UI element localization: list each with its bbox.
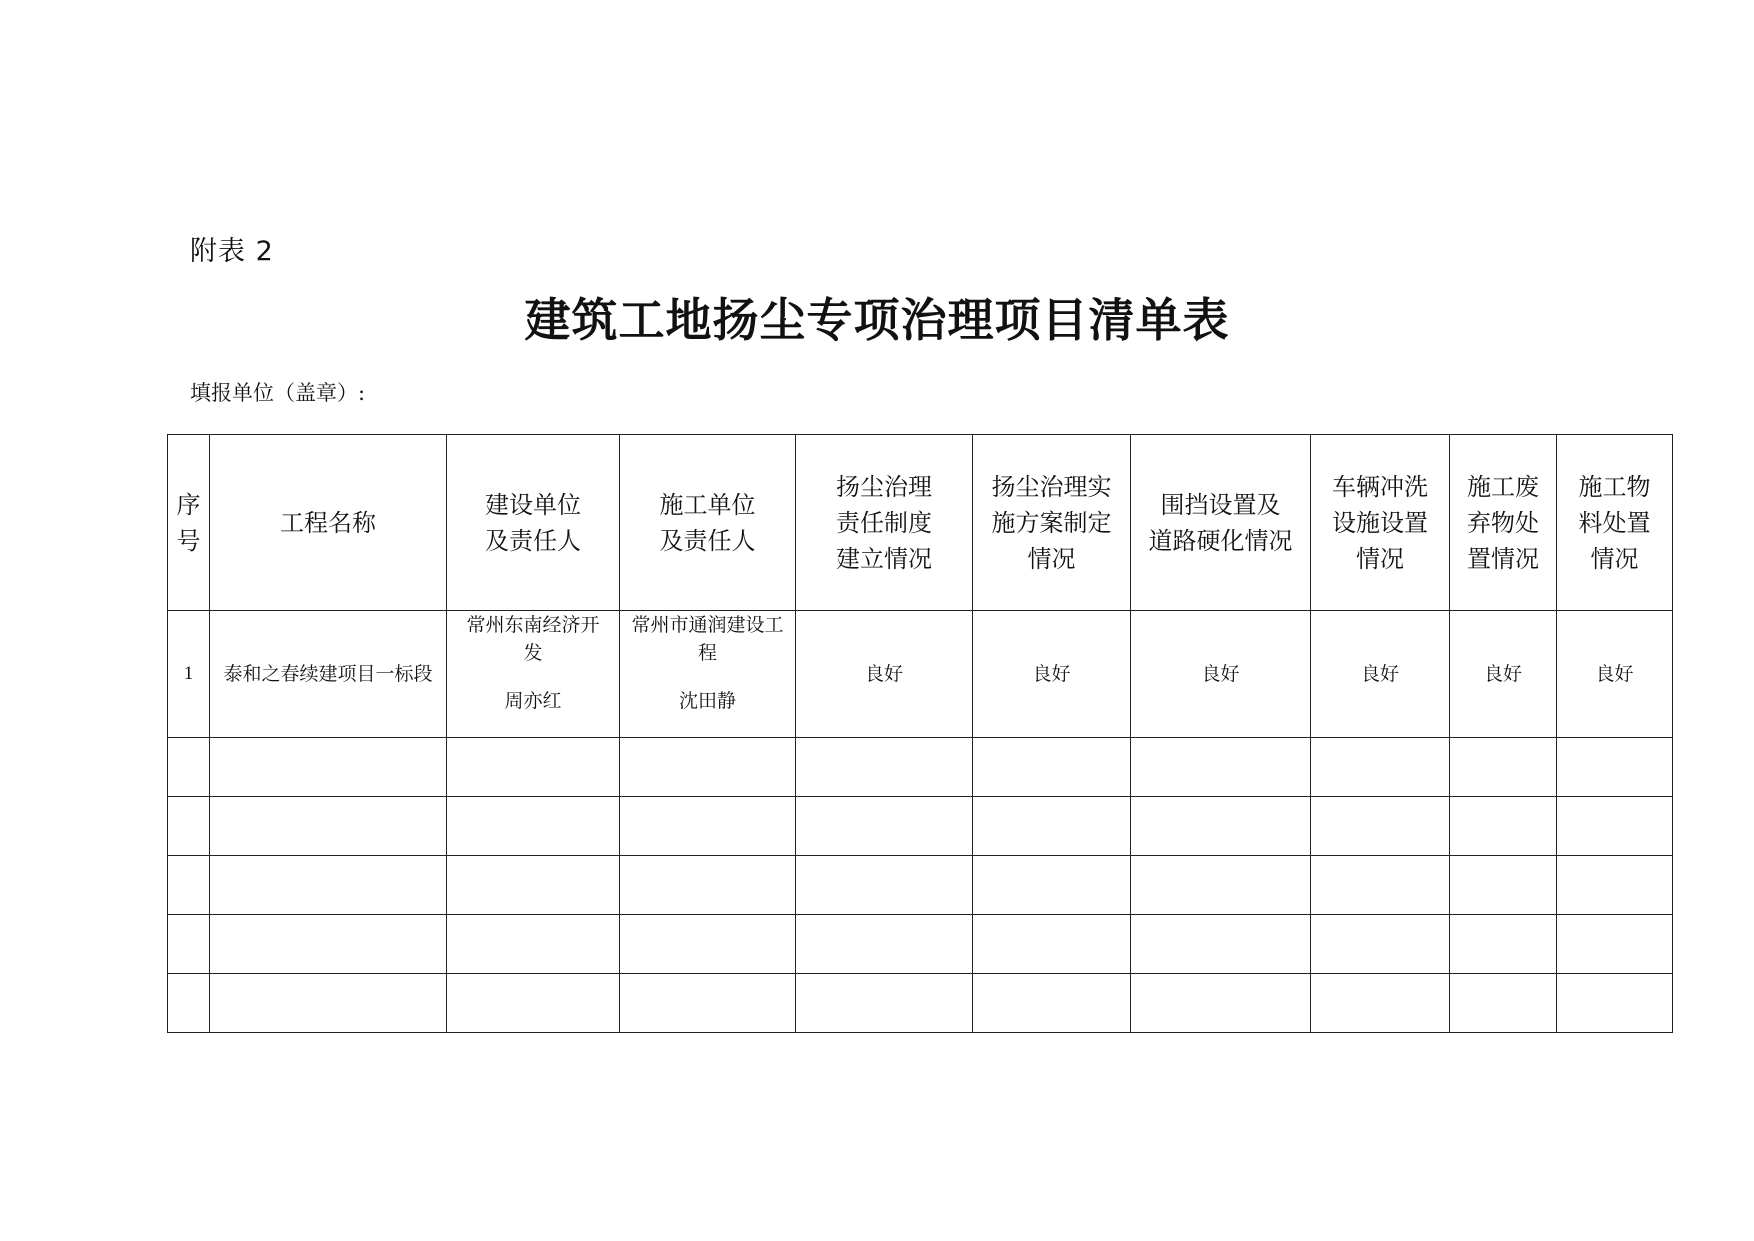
cell-vehicle-washing (1311, 738, 1450, 797)
cell-project-name (210, 738, 447, 797)
cell-seq (168, 915, 210, 974)
cell-enclosure-road (1131, 915, 1311, 974)
builder-responsible-person: 周亦红 (504, 690, 562, 712)
cell-responsibility-system (796, 915, 973, 974)
project-list-table (167, 434, 1673, 1033)
cell-seq (168, 738, 210, 797)
cell-material-handling (1557, 915, 1673, 974)
cell-enclosure-road (1131, 797, 1311, 856)
header-implementation-plan (973, 435, 1131, 611)
cell-enclosure-road (1131, 738, 1311, 797)
header-contractor-label: 施工单位 及责任人 (659, 490, 756, 555)
annex-label: 附表 2 (190, 236, 274, 267)
cell-vehicle-washing (1311, 915, 1450, 974)
cell-implementation-plan (973, 738, 1131, 797)
cell-seq (168, 856, 210, 915)
cell-enclosure-road (1131, 856, 1311, 915)
header-seq (168, 435, 210, 611)
cell-waste-disposal (1450, 856, 1557, 915)
cell-seq: 1 (168, 611, 210, 738)
header-waste-disposal-label: 施工废 弃物处 置情况 (1467, 472, 1539, 573)
cell-waste-disposal (1450, 797, 1557, 856)
cell-enclosure-road: 良好 (1131, 611, 1311, 738)
header-project-name-label: 工程名称 (280, 508, 376, 537)
cell-waste-disposal (1450, 915, 1557, 974)
header-material-handling-label: 施工物 料处置 情况 (1578, 472, 1651, 573)
header-seq-label: 序 号 (176, 490, 201, 555)
cell-project-name (210, 915, 447, 974)
cell-waste-disposal: 良好 (1450, 611, 1557, 738)
cell-implementation-plan (973, 856, 1131, 915)
cell-builder (447, 856, 620, 915)
header-builder-label: 建设单位 及责任人 (485, 490, 581, 555)
cell-vehicle-washing (1311, 797, 1450, 856)
table-row (168, 856, 1673, 915)
cell-project-name: 泰和之春续建项目一标段 (210, 611, 447, 738)
cell-vehicle-washing (1311, 856, 1450, 915)
cell-contractor (620, 974, 796, 1033)
cell-implementation-plan: 良好 (973, 611, 1131, 738)
cell-builder (447, 738, 620, 797)
cell-responsibility-system (796, 974, 973, 1033)
cell-contractor (620, 797, 796, 856)
header-project-name (210, 435, 447, 611)
header-responsibility-system-label: 扬尘治理 责任制度 建立情况 (836, 472, 932, 573)
cell-vehicle-washing (1311, 974, 1450, 1033)
document-title: 建筑工地扬尘专项治理项目清单表 (524, 293, 1230, 347)
cell-material-handling (1557, 738, 1673, 797)
cell-project-name (210, 974, 447, 1033)
header-builder (447, 435, 620, 611)
cell-project-name (210, 797, 447, 856)
cell-contractor (620, 915, 796, 974)
header-contractor (620, 435, 796, 611)
cell-contractor (620, 738, 796, 797)
cell-waste-disposal (1450, 974, 1557, 1033)
header-responsibility-system (796, 435, 973, 611)
header-material-handling (1557, 435, 1673, 611)
cell-enclosure-road (1131, 974, 1311, 1033)
builder-unit-name: 常州东南经济开 发 (466, 614, 600, 664)
header-vehicle-washing (1311, 435, 1450, 611)
cell-builder (447, 915, 620, 974)
cell-project-name (210, 856, 447, 915)
table-header-row (168, 435, 1673, 611)
cell-material-handling: 良好 (1557, 611, 1673, 738)
cell-seq (168, 797, 210, 856)
header-enclosure-road (1131, 435, 1311, 611)
cell-responsibility-system (796, 797, 973, 856)
cell-contractor (620, 856, 796, 915)
cell-contractor (620, 611, 796, 738)
cell-responsibility-system (796, 738, 973, 797)
cell-implementation-plan (973, 797, 1131, 856)
cell-builder (447, 797, 620, 856)
cell-implementation-plan (973, 974, 1131, 1033)
cell-responsibility-system (796, 856, 973, 915)
cell-responsibility-system: 良好 (796, 611, 973, 738)
cell-builder (447, 611, 620, 738)
table-row (168, 915, 1673, 974)
table-row (168, 797, 1673, 856)
cell-material-handling (1557, 797, 1673, 856)
header-vehicle-washing-label: 车辆冲洗 设施设置 情况 (1332, 472, 1428, 573)
header-waste-disposal (1450, 435, 1557, 611)
table-row (168, 738, 1673, 797)
table-row (168, 611, 1673, 738)
cell-builder (447, 974, 620, 1033)
header-implementation-plan-label: 扬尘治理实 施方案制定 情况 (991, 472, 1112, 573)
cell-material-handling (1557, 856, 1673, 915)
cell-vehicle-washing: 良好 (1311, 611, 1450, 738)
cell-material-handling (1557, 974, 1673, 1033)
contractor-responsible-person: 沈田静 (678, 690, 736, 712)
cell-implementation-plan (973, 915, 1131, 974)
table-row (168, 974, 1673, 1033)
header-enclosure-road-label: 围挡设置及 道路硬化情况 (1148, 490, 1293, 555)
cell-seq (168, 974, 210, 1033)
contractor-unit-name: 常州市通润建设工 程 (631, 614, 784, 664)
cell-waste-disposal (1450, 738, 1557, 797)
filing-unit-label: 填报单位（盖章）: (190, 381, 366, 405)
